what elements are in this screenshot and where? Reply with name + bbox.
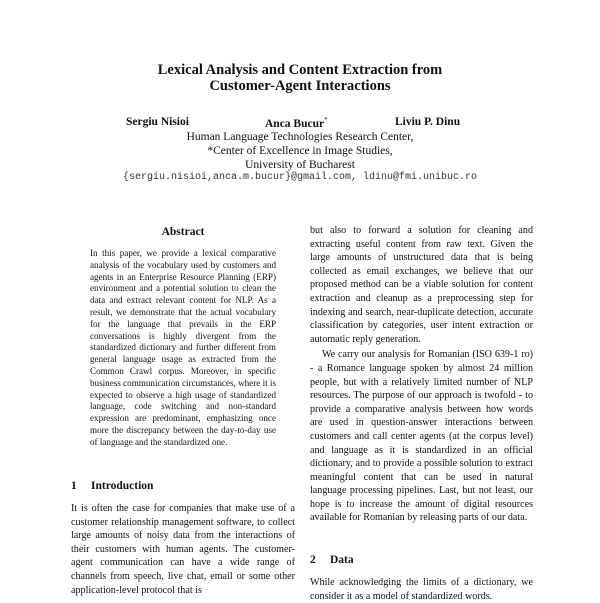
section-number: 2: [310, 554, 316, 566]
section-heading-data: [310, 554, 354, 566]
section-number: 1: [71, 480, 77, 492]
author-emails: {sergiu.nisioi,anca.m.bucur}@gmail.com, ldinu@fmi.unibuc.ro: [122, 172, 478, 183]
introduction-text-right: [310, 224, 533, 525]
paragraph: We carry our analysis for Romanian (ISO 639-1 ro) - a Romance language spoken by almost 24 million people, but with a relatively limited number of NLP resources. The purpose of our approach is twofold - to provide a comparative analysis between how words are used in question-answer interactions between customers and call center agents (at the corpus level) and language as it is standardized in an official dictionary, and to provide a possible solution to extract meaningful content that can be used in natural language processing pipelines. Last, but not least, our hope is to increase the amount of digital resources available for Romanian by releasing parts of our data.: [310, 349, 533, 524]
author-3: [395, 116, 460, 128]
abstract-heading: Abstract: [161, 226, 205, 238]
section-title: Introduction: [91, 480, 154, 492]
author-mark: *: [324, 116, 328, 124]
affiliation-line-3: University of Bucharest: [245, 159, 355, 171]
paper-title-line-2: Customer-Agent Interactions: [209, 78, 391, 94]
affiliation-line-2: *Center of Excellence in Image Studies,: [207, 145, 393, 157]
author-2: [265, 116, 328, 130]
author-1: [126, 116, 189, 128]
paper-title-line-1: Lexical Analysis and Content Extraction from: [157, 62, 443, 78]
abstract-text: In this paper, we provide a lexical comparative analysis of the vocabulary used by customers and agents in an Enterprise Resource Planning (ERP) environment and a potential solution to clean the data and extract relevant content for NLP. As a result, we demonstrate that the actual vocabulary for the language that prevails in the ERP conversations is highly divergent from the standardized dictionary and further different from general language usage as extracted from the Common Crawl corpus. Moreover, in specific business communication circumstances, where it is expected to observe a high usage of standardized language, code switching and non-standard expression are predominant, emphasizing once more the discrepancy between the day-to-day use of language and the standardized one.: [90, 248, 276, 447]
author-name: Liviu P. Dinu: [395, 116, 461, 128]
introduction-text-left: It is often the case for companies that make use of a customer relationship management software, to collect large amounts of noisy data from the interactions of their customers with human agents. The customer-agent communication can have a wide range of channels from speech, live chat, email or some other application-level protocol that is: [71, 503, 295, 596]
author-name: Anca Bucur: [265, 117, 325, 130]
affiliation-line-1: Human Language Technologies Research Center,: [186, 131, 414, 143]
section-heading-introduction: [71, 480, 153, 492]
author-name: Sergiu Nisioi: [126, 116, 189, 128]
data-section-text: While acknowledging the limits of a dictionary, we consider it as a model of standardized words.: [310, 577, 533, 602]
paragraph: but also to forward a solution for cleaning and extracting useful content from raw text. Given the large amounts of unstructured data that is being collected as email exchanges, we believe that our proposed method can be a viable solution for content extraction and cleanup as a preprocessing step for indexing and search, near-duplicate detection, accurate classification by categories, user intent extraction or automatic reply generation.: [310, 225, 533, 345]
section-title: Data: [330, 554, 354, 566]
